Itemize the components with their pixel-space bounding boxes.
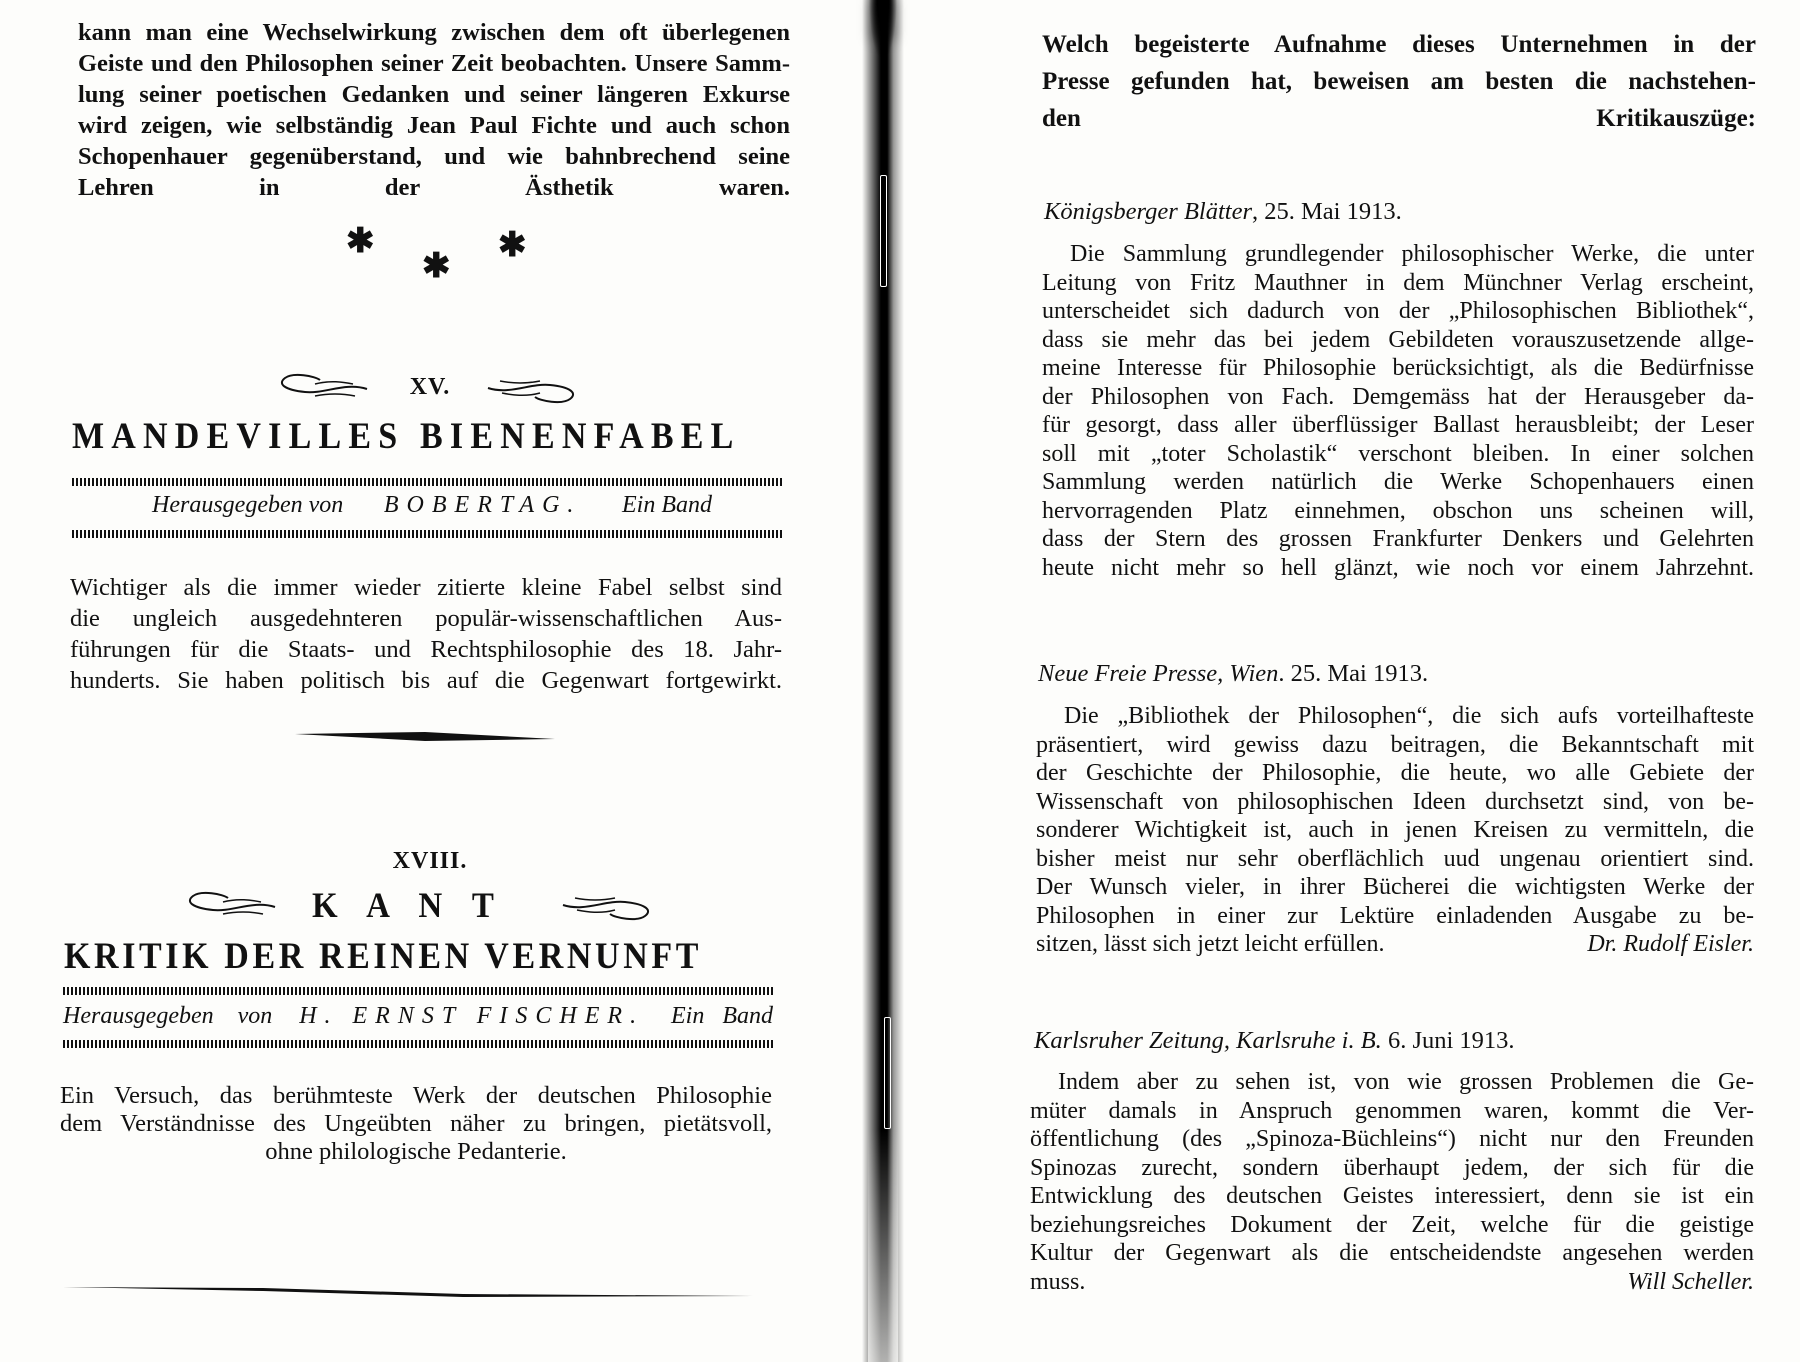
flourish-left-icon <box>183 890 278 920</box>
text-line: Der Wunsch vieler, in ihrer Bücherei die wichtigsten Werke der <box>1036 874 1754 900</box>
text-line: führungen für die Staats- und Rechtsphilosophie des 18. Jahr- <box>70 636 782 663</box>
publication-name: Karlsruher Zeitung, Karlsruhe i. B. <box>1034 1027 1382 1054</box>
text-line: Presse gefunden hat, beweisen am besten die nachstehen- <box>1042 68 1756 95</box>
volume-count: Ein Band <box>670 1003 773 1029</box>
asterisk-icon: ✱ <box>346 223 375 260</box>
editor-name: BOBERTAG. <box>383 492 582 518</box>
text-line: Schopenhauer gegenüberstand, und wie bahnbrechend seine <box>78 143 790 170</box>
text-line: hervorragenden Platz einnehmen, obschon uns scheinen will, <box>1042 497 1754 524</box>
asterisk-icon: ✱ <box>422 248 451 285</box>
editor-credit <box>63 1003 773 1030</box>
author-name-text: K A N T <box>312 886 494 926</box>
text-line: heute nicht mehr so hell glänzt, wie noch vor einem Jahrzehnt. <box>1042 554 1754 581</box>
text-line: Sammlung werden natürlich die Werke Schopenhauers einen <box>1042 469 1754 495</box>
dotted-rule <box>63 987 773 995</box>
text-line: Die Sammlung grundlegender philosophischer Werke, die unter <box>1070 241 1754 267</box>
text-line: bisher meist nur sehr oberflächlich uud ungenau orientiert sind. <box>1036 845 1754 872</box>
text-line <box>1030 1268 1754 1297</box>
publication-name: Königsberger Blätter <box>1044 198 1253 225</box>
flourish-right-icon <box>560 892 655 922</box>
text-line: dass sie mehr das bei jedem Gebildeten vorauszusetzende allge- <box>1042 326 1754 353</box>
text-line: beziehungsreiches Dokument der Zeit, welche für die geistige <box>1030 1211 1754 1238</box>
asterisk-icon: ✱ <box>498 227 527 264</box>
left-page <box>0 0 860 1362</box>
review-source <box>1044 198 1402 226</box>
text-line: unterscheidet sich dadurch von der „Philosophischen Bibliothek“, <box>1042 298 1754 324</box>
text-line: die ungleich ausgedehnteren populär-wissenschaftlichen Aus- <box>70 605 782 632</box>
flourish-right-icon <box>485 375 580 405</box>
text-line: Leitung von Fritz Mauthner in dem Münchner Verlag erscheint, <box>1042 269 1754 296</box>
text-line: Welch begeisterte Aufnahme dieses Unternehmen in der <box>1042 31 1756 58</box>
text-line: Kultur der Gegenwart als die entscheidendste angesehen werden <box>1030 1240 1754 1266</box>
section-numeral: XVIII. <box>392 848 468 874</box>
text-line: präsentiert, wird gewiss dazu beitragen, die Bekanntschaft mit <box>1036 731 1754 758</box>
author-name <box>312 886 494 927</box>
review-source <box>1034 1027 1515 1055</box>
text-line: dem Verständnisse des Ungeübten näher zu bringen, pietätsvoll, <box>60 1110 772 1137</box>
text-line: Wichtiger als die immer wieder zitierte kleine Fabel selbst sind <box>70 574 782 601</box>
review-text <box>1030 1068 1754 1296</box>
section-description <box>70 572 782 696</box>
text-line: kann man eine Wechselwirkung zwischen dem oft überlegenen <box>78 19 790 46</box>
flourish-left-icon <box>275 372 370 402</box>
text-line: der Geschichte der Philosophie, die heute, wo alle Gebiete der <box>1036 760 1754 786</box>
section-description <box>60 1082 772 1166</box>
text-line-content: muss. <box>1030 1268 1086 1295</box>
section-numeral: XV. <box>409 374 451 400</box>
text-line: öffentlichung (des „Spinoza-Büchleins“) nicht nur den Freunden <box>1030 1126 1754 1152</box>
publication-name: Neue Freie Presse, Wien <box>1038 660 1279 687</box>
review-signature: Will Scheller. <box>1627 1268 1754 1295</box>
text-line: Spinozas zurecht, sondern überhaupt jedem, der sich für die <box>1030 1154 1754 1181</box>
editor-prefix: Herausgegeben von <box>63 1003 273 1029</box>
review-text <box>1042 240 1754 582</box>
editor-name: H. ERNST FISCHER. <box>299 1003 645 1029</box>
publication-date: , 25. Mai 1913. <box>1252 198 1402 225</box>
text-line: wird zeigen, wie selbständig Jean Paul Fichte und auch schon <box>78 112 790 139</box>
section-title: MANDEVILLES BIENENFABEL <box>72 416 741 457</box>
gutter-fade <box>868 1130 898 1362</box>
publication-date: . 25. Mai 1913. <box>1278 660 1429 687</box>
left-intro-paragraph <box>78 17 790 203</box>
right-page <box>900 0 1800 1362</box>
text-line: dass der Stern des grossen Frankfurter Denkers und Gelehrten <box>1042 526 1754 552</box>
text-line: den Kritikauszüge: <box>1042 105 1756 132</box>
text-line: Lehren in der Ästhetik waren. <box>78 174 790 201</box>
text-line: müter damals in Anspruch genommen waren, kommt die Ver- <box>1030 1097 1754 1124</box>
text-line: Geiste und den Philosophen seiner Zeit beobachten. Unsere Samm- <box>78 50 790 77</box>
section-title: KRITIK DER REINEN VERNUNFT <box>64 936 702 977</box>
review-signature: Dr. Rudolf Eisler. <box>1587 931 1754 957</box>
text-line: Entwicklung des deutschen Geistes interessiert, denn sie ist ein <box>1030 1183 1754 1209</box>
editor-credit <box>152 492 712 519</box>
text-line: für gesorgt, dass aller überflüssiger Ballast herausbleibt; der Leser <box>1042 412 1754 438</box>
text-line: sonderer Wichtigkeit ist, auch in jenen Kreisen zu vermitteln, die <box>1036 817 1754 843</box>
publication-date: 6. Juni 1913. <box>1381 1027 1515 1054</box>
dotted-rule <box>72 530 784 538</box>
text-line: Philosophen in einer zur Lektüre einladenden Ausgabe zu be- <box>1036 902 1754 929</box>
tapered-rule <box>63 1285 753 1299</box>
review-source <box>1038 660 1428 688</box>
text-line <box>1036 930 1754 959</box>
review-text <box>1036 702 1754 959</box>
dotted-rule <box>72 478 784 486</box>
text-line: meine Interesse für Philosophie berücksichtigt, als die Bedürfnisse <box>1042 355 1754 381</box>
text-line: Die „Bibliothek der Philosophen“, die sich aufs vorteilhafteste <box>1064 703 1754 729</box>
text-line: ohne philologische Pedanterie. <box>265 1138 567 1165</box>
tapered-rule <box>295 731 555 743</box>
text-line: Wissenschaft von philosophischen Ideen durchsetzt sind, von be- <box>1036 788 1754 815</box>
text-line: der Philosophen von Fach. Demgemäss hat der Herausgeber da- <box>1042 383 1754 410</box>
binding-thread <box>884 1017 891 1129</box>
text-line: soll mit „toter Scholastik“ verschont bleiben. In einer solchen <box>1042 440 1754 467</box>
text-line: Indem aber zu sehen ist, von wie grossen Problemen die Ge- <box>1058 1069 1754 1095</box>
asterism-ornament <box>300 225 540 285</box>
text-line: Ein Versuch, das berühmteste Werk der deutschen Philosophie <box>60 1082 772 1109</box>
text-line: hunderts. Sie haben politisch bis auf die Gegenwart fortgewirkt. <box>70 667 782 694</box>
right-intro-paragraph <box>1042 26 1756 137</box>
editor-prefix: Herausgegeben von <box>152 492 344 518</box>
volume-count: Ein Band <box>622 492 712 518</box>
dotted-rule <box>63 1040 773 1048</box>
text-line-content: sitzen, lässt sich jetzt leicht erfüllen. <box>1036 931 1385 957</box>
binding-thread <box>880 175 887 287</box>
text-line: lung seiner poetischen Gedanken und seiner längeren Exkurse <box>78 81 790 108</box>
